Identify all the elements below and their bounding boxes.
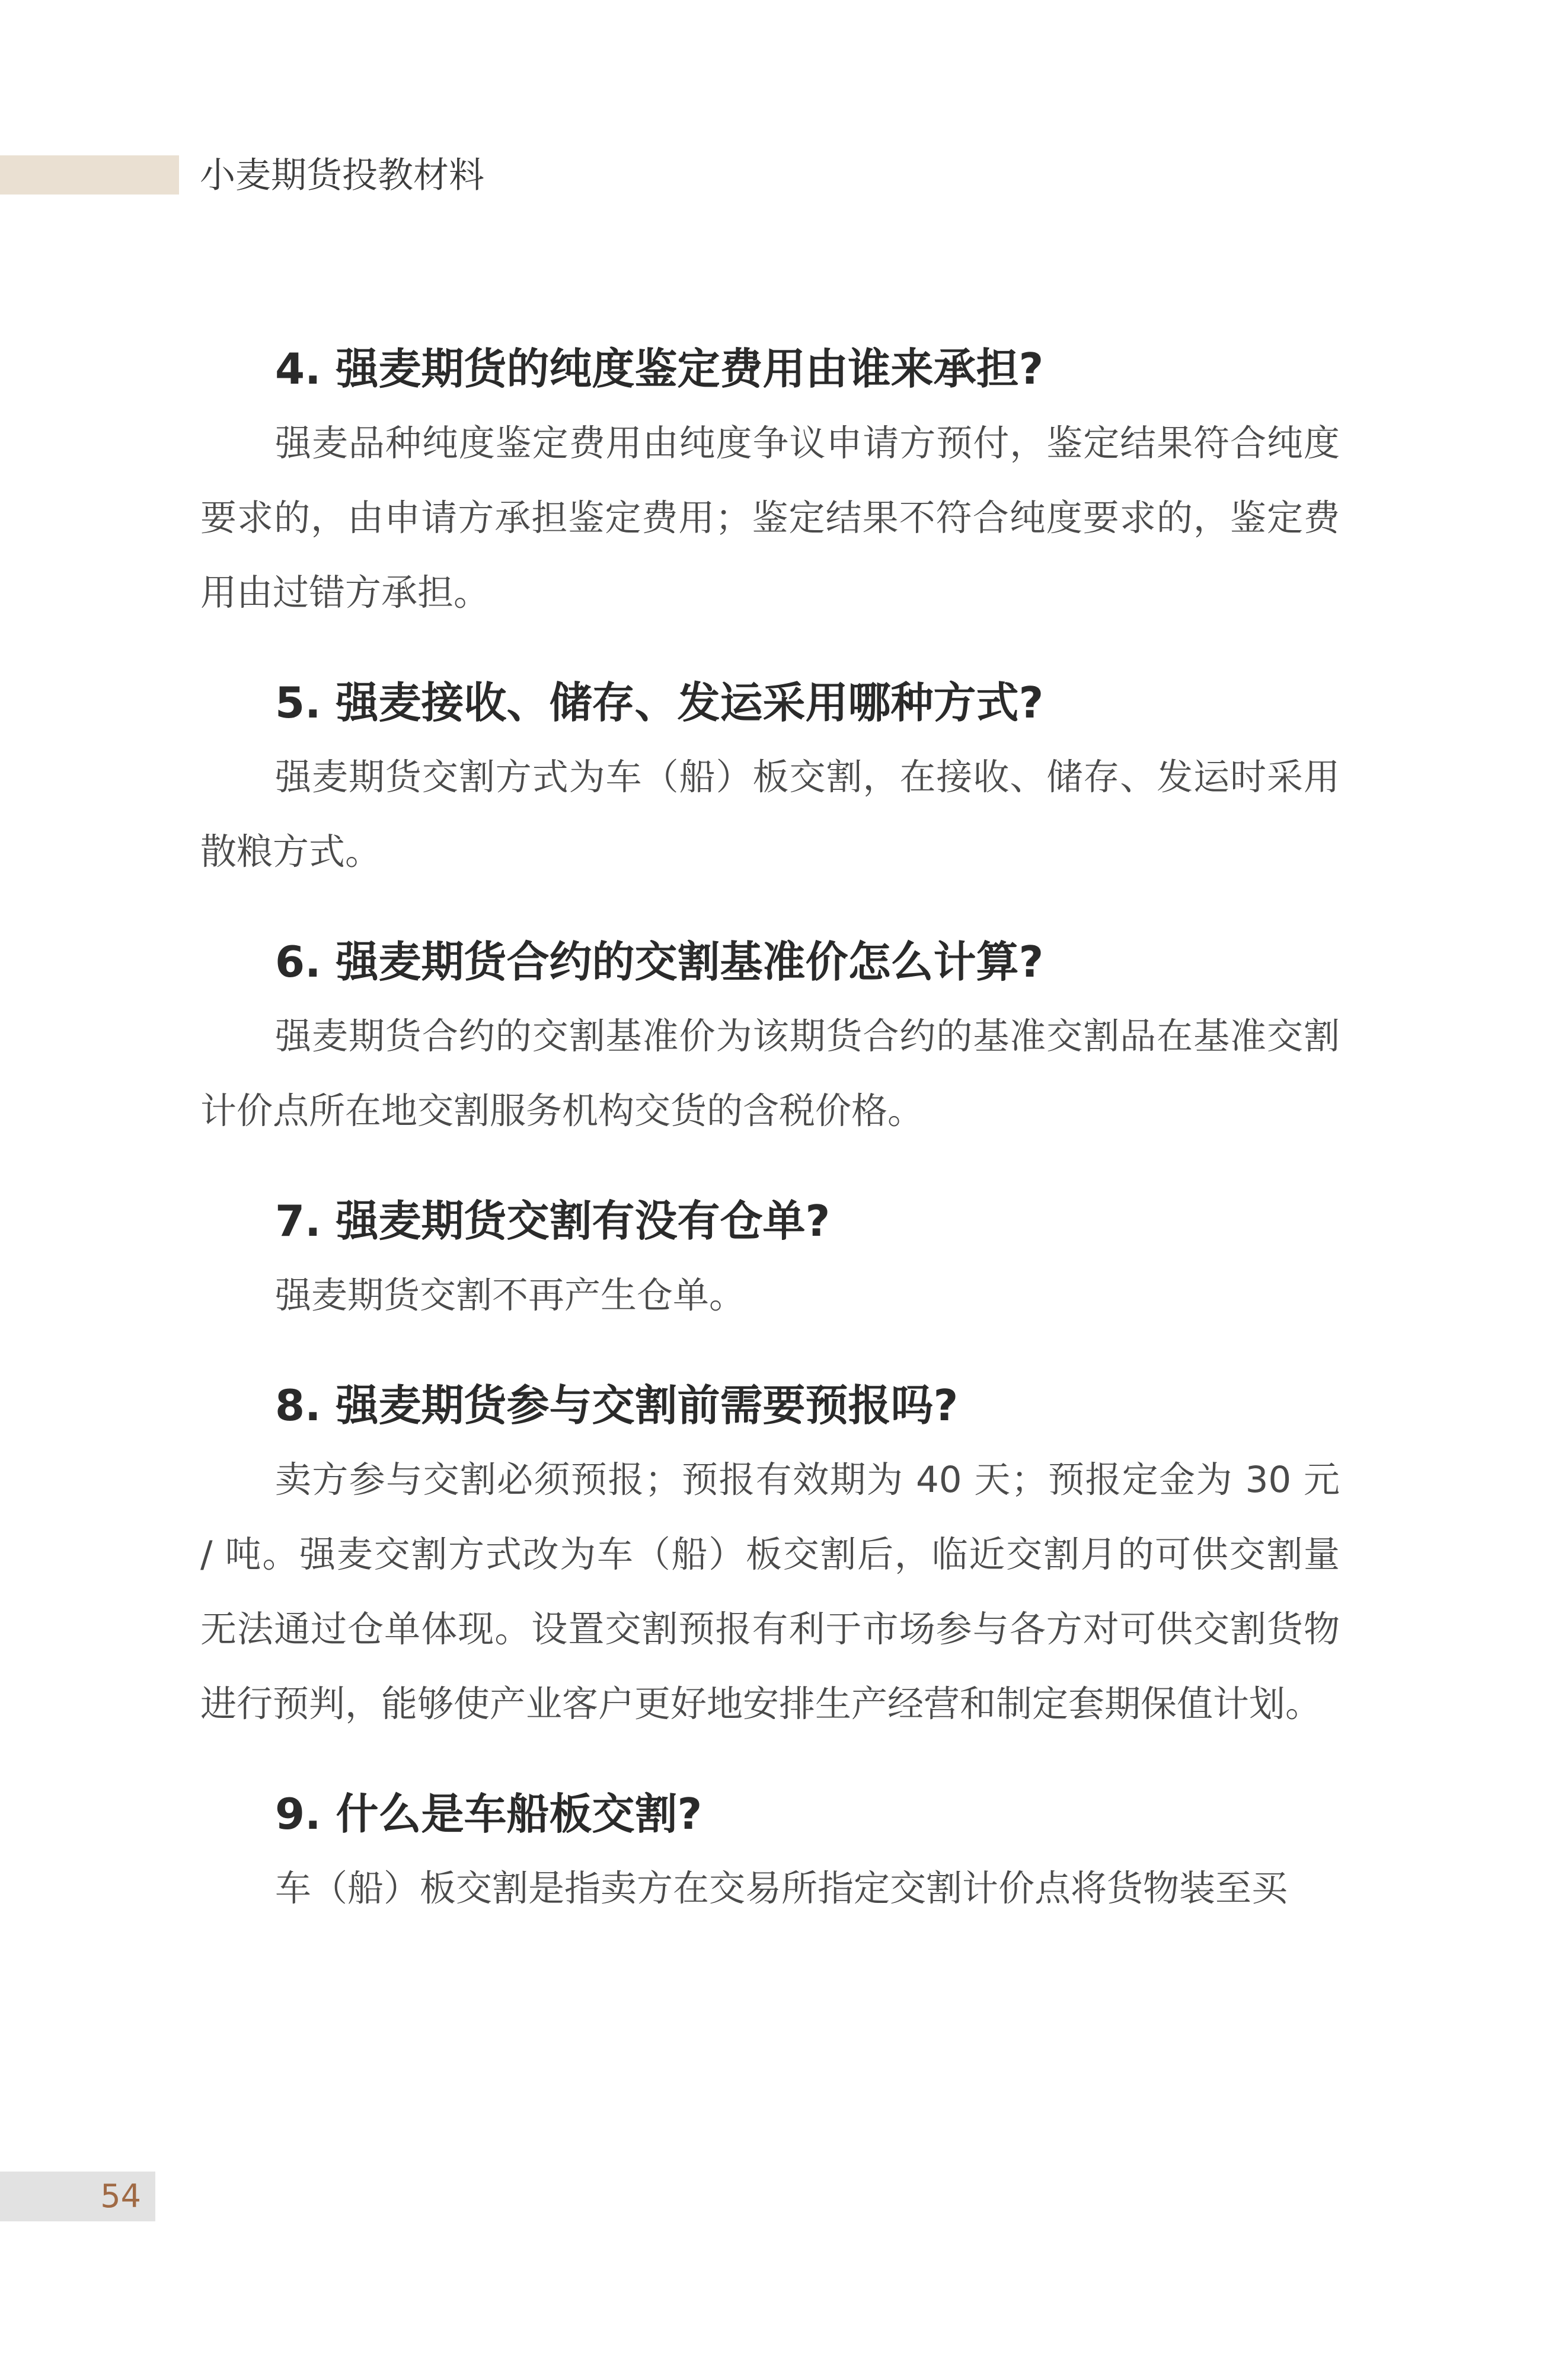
- question-heading: 7. 强麦期货交割有没有仓单?: [275, 1196, 831, 1246]
- answer-paragraph: 车（船）板交割是指卖方在交易所指定交割计价点将货物装至买: [275, 1867, 1288, 1909]
- faq-section-9: [200, 1777, 1340, 1926]
- faq-section-8: [200, 1369, 1340, 1742]
- faq-section-5: [200, 666, 1340, 889]
- answer-paragraph: 强麦期货交割不再产生仓单。: [275, 1274, 746, 1316]
- document-body: [200, 332, 1340, 1962]
- answer-paragraph: 强麦期货合约的交割基准价为该期货合约的基准交割品在基准交割计价点所在地交割服务机构交货的含税价格。: [200, 1015, 1340, 1132]
- page-number-box: [0, 2172, 155, 2221]
- question-heading: 6. 强麦期货合约的交割基准价怎么计算?: [275, 937, 1044, 987]
- faq-section-7: [200, 1184, 1340, 1333]
- answer-paragraph: 强麦品种纯度鉴定费用由纯度争议申请方预付，鉴定结果符合纯度要求的，由申请方承担鉴定费用；鉴定结果不符合纯度要求的，鉴定费用由过错方承担。: [200, 422, 1340, 614]
- answer-paragraph: 强麦期货交割方式为车（船）板交割，在接收、储存、发运时采用散粮方式。: [200, 756, 1340, 873]
- running-header-title: 小麦期货投教材料: [200, 155, 484, 196]
- question-heading: 4. 强麦期货的纯度鉴定费用由谁来承担?: [275, 344, 1044, 394]
- faq-section-4: [200, 332, 1340, 630]
- faq-section-6: [200, 925, 1340, 1149]
- question-heading: 5. 强麦接收、储存、发运采用哪种方式?: [275, 678, 1044, 728]
- answer-paragraph: 卖方参与交割必须预报；预报有效期为 40 天；预报定金为 30 元 / 吨。强麦交割方式改为车（船）板交割后，临近交割月的可供交割量无法通过仓单体现。设置交割预报有利于市场参与各方对可供交割货物进行预判，能够使产业客户更好地安排生产经营和制定套期保值计划。: [200, 1459, 1340, 1725]
- page-number: 54: [100, 2177, 141, 2215]
- question-heading: 8. 强麦期货参与交割前需要预报吗?: [275, 1380, 959, 1430]
- header-accent-bar: [0, 155, 179, 195]
- question-heading: 9. 什么是车船板交割?: [275, 1789, 702, 1839]
